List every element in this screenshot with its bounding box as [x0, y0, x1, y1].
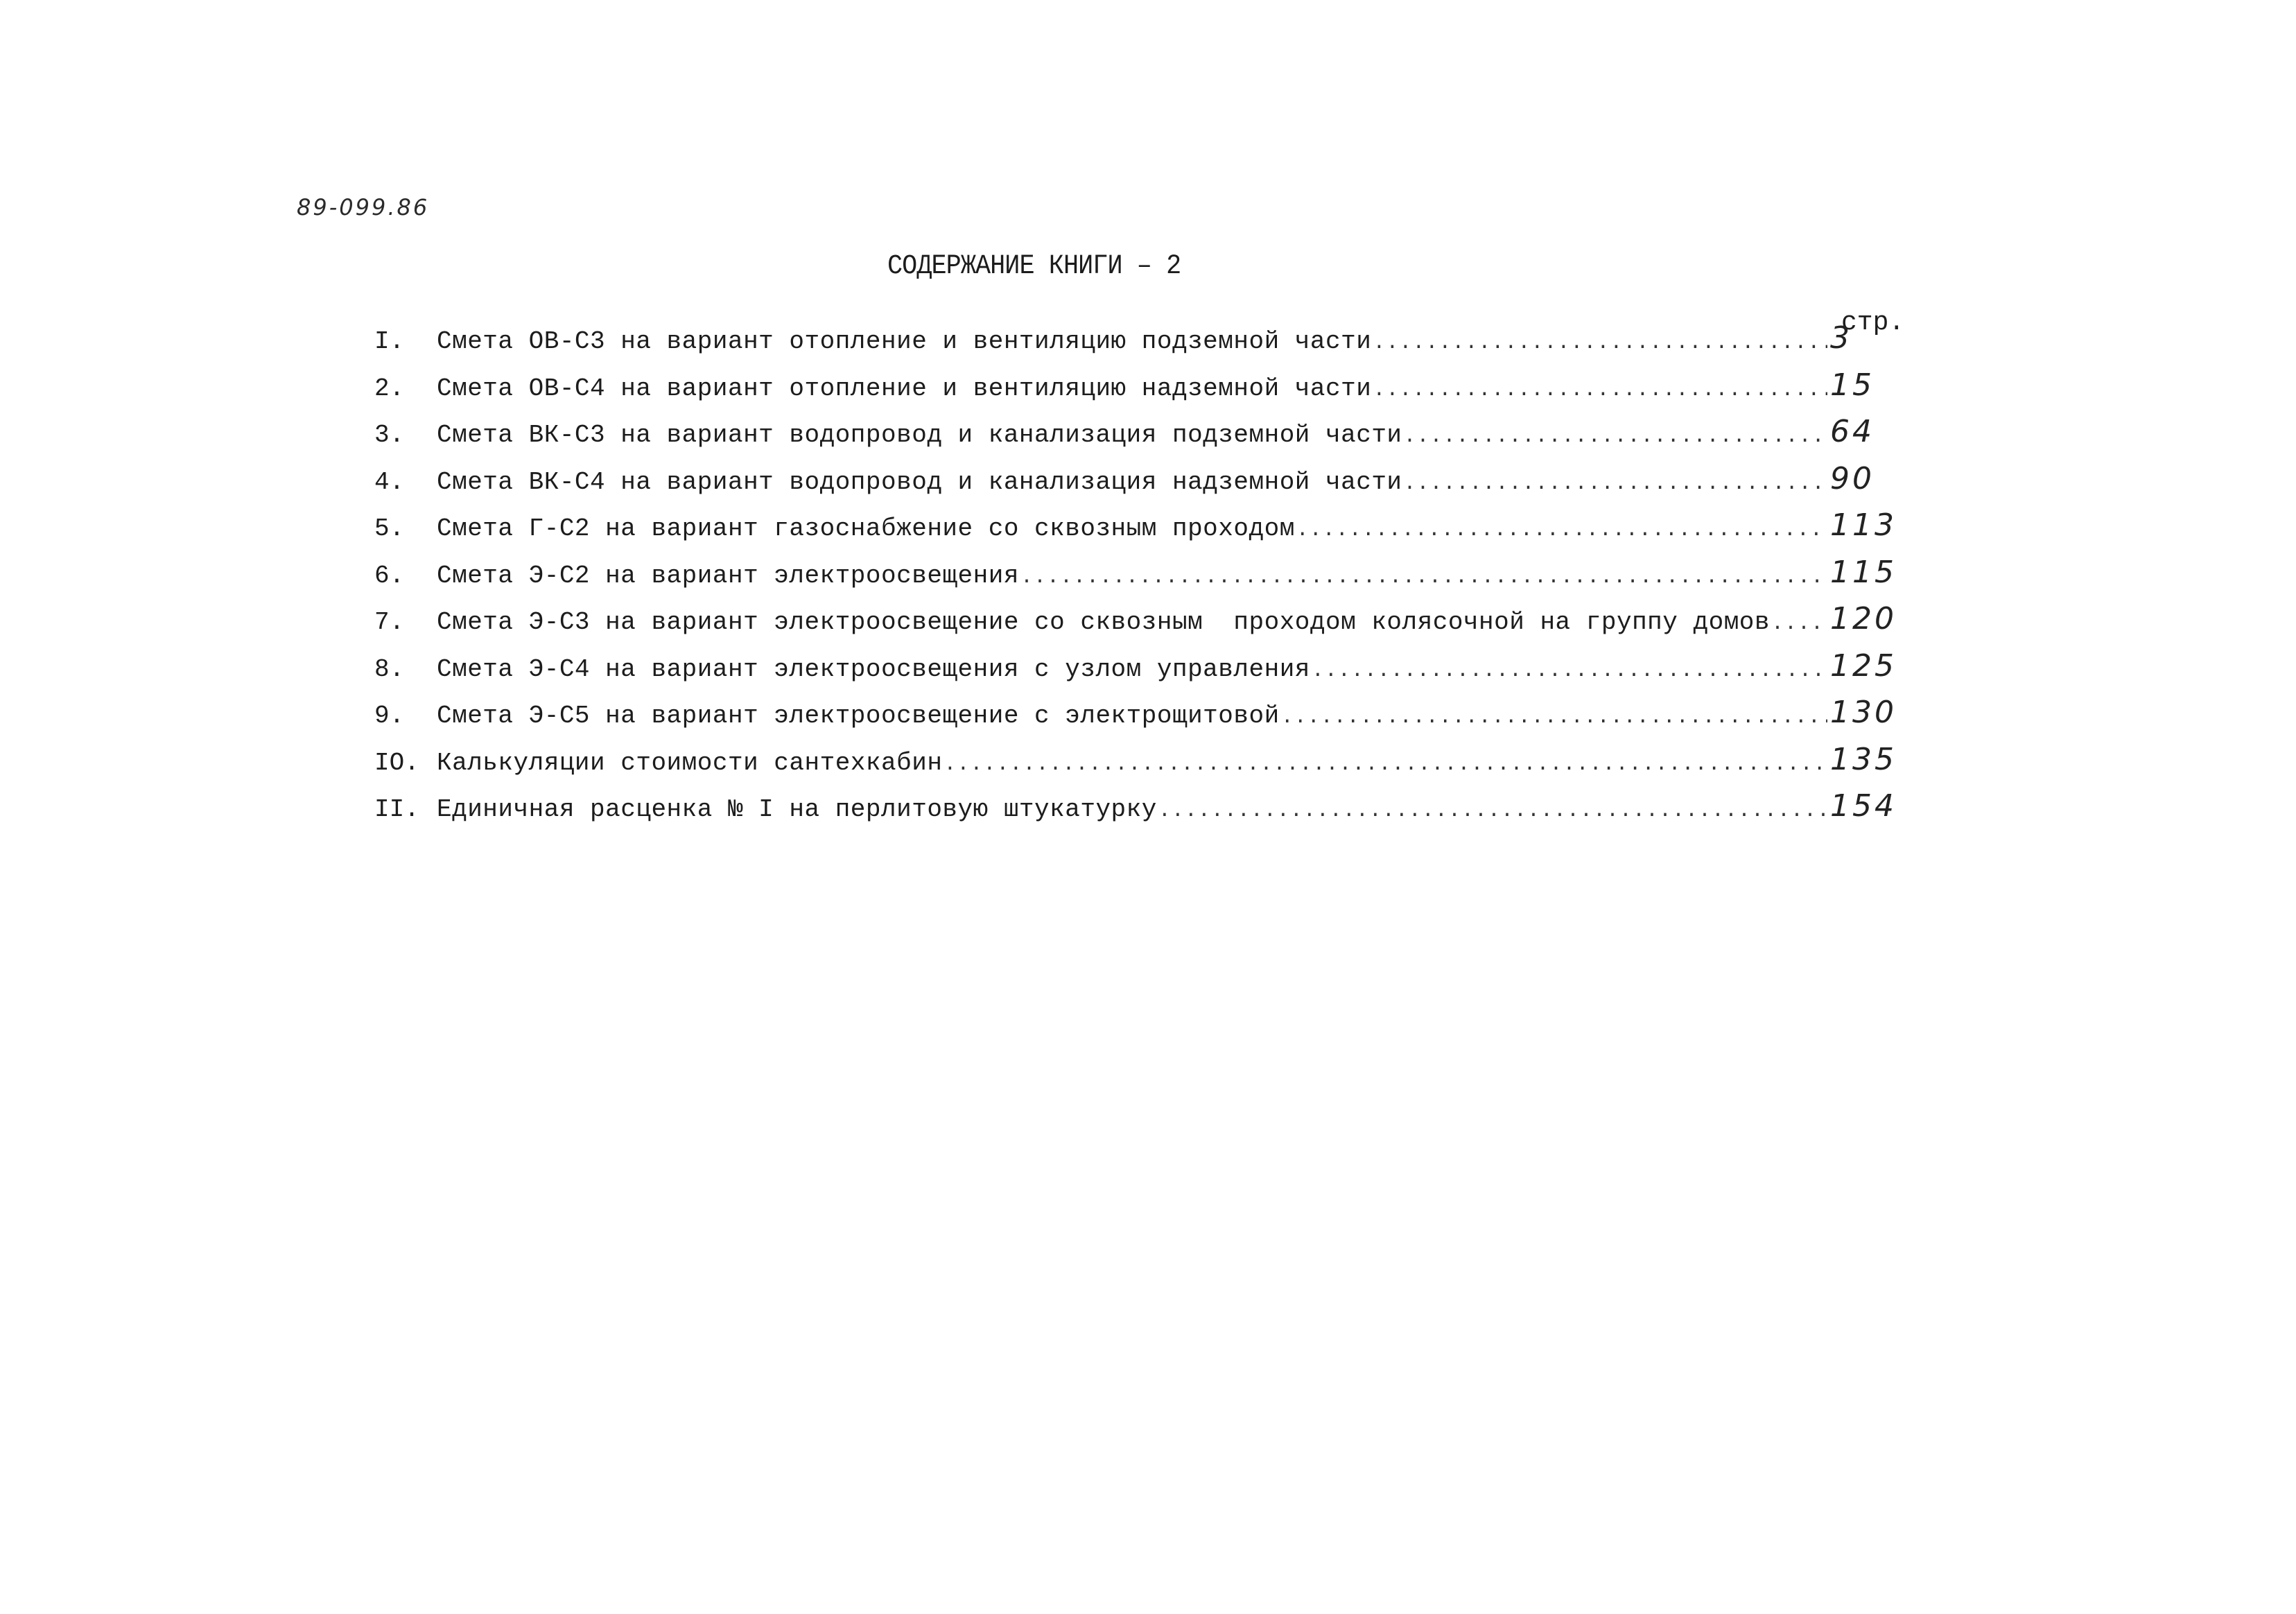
- toc-entry-number: 4.: [374, 467, 405, 496]
- dot-leader: [1281, 706, 1827, 729]
- toc-entry-title: Смета ОВ-С3 на вариант отопление и вентиляцию подземной части: [437, 327, 1372, 356]
- toc-entry-page: 15: [1830, 367, 1875, 403]
- toc-entry-page: 90: [1830, 460, 1875, 496]
- dot-leader: [1771, 612, 1827, 636]
- toc-entry-page: 64: [1830, 414, 1875, 449]
- toc-entry-number: IO.: [374, 748, 419, 777]
- dot-leader: [1020, 566, 1827, 589]
- page-column-header: стр.: [1841, 308, 1905, 338]
- toc-entry-title: Смета Э-С4 на вариант электроосвещения с узлом управления: [437, 654, 1310, 684]
- dot-leader: [943, 753, 1827, 776]
- dot-leader: [1404, 425, 1827, 449]
- toc-entry-title: Единичная расценка № I на перлитовую штукатурку: [437, 795, 1157, 824]
- toc-entry-title: Смета Г-С2 на вариант газоснабжение со сквозным проходом: [437, 514, 1295, 543]
- toc-entry-title: Смета ОВ-С4 на вариант отопление и вентиляцию надземной части: [437, 374, 1372, 403]
- toc-entry: [374, 461, 1886, 508]
- toc-entry: [374, 788, 1897, 835]
- toc-entry: [374, 414, 1886, 461]
- toc-entry-number: 7.: [374, 608, 405, 636]
- dot-leader: [1404, 472, 1827, 496]
- toc-entry-title: Смета Э-С5 на вариант электроосвещение с электрощитовой: [437, 702, 1280, 730]
- toc-entry: [374, 320, 1886, 367]
- toc-entry-number: 2.: [374, 374, 405, 403]
- toc-entry-number: 6.: [374, 561, 405, 590]
- dot-leader: [1158, 799, 1827, 823]
- toc-entry-title: Смета Э-С2 на вариант электроосвещения: [437, 561, 1019, 590]
- toc-entry-page: 125: [1830, 648, 1897, 684]
- toc-entry-title: Калькуляции стоимости сантехкабин: [437, 748, 943, 777]
- toc-entry: [374, 695, 1897, 742]
- dot-leader: [1373, 331, 1827, 355]
- toc-entry: [374, 507, 1897, 555]
- dot-leader: [1296, 519, 1827, 542]
- toc-entry-page: 113: [1830, 507, 1897, 543]
- toc-entry-page: 3: [1830, 320, 1852, 356]
- document-code: 89-099.86: [297, 194, 430, 220]
- toc-entry-title: Смета Э-С3 на вариант электроосвещение со сквозным проходом колясочной на группу домов: [437, 608, 1771, 636]
- toc-entry-number: 9.: [374, 702, 405, 730]
- toc-entry-number: 8.: [374, 654, 405, 684]
- toc-entry: [374, 648, 1897, 695]
- toc-entry-page: 154: [1830, 788, 1897, 824]
- toc-entry-page: 120: [1830, 601, 1897, 636]
- toc-entry: [374, 601, 1897, 648]
- toc-entry: [374, 741, 1897, 789]
- dot-leader: [1312, 659, 1827, 683]
- page-title: СОДЕРЖАНИЕ КНИГИ – 2: [887, 251, 1181, 282]
- dot-leader: [1373, 379, 1827, 402]
- toc-entry-number: II.: [374, 795, 419, 824]
- toc-entry-number: I.: [374, 327, 405, 356]
- toc-entry-page: 130: [1830, 695, 1897, 730]
- toc-entry-title: Смета ВК-С3 на вариант водопровод и канализация подземной части: [437, 421, 1402, 449]
- toc-entry-number: 5.: [374, 514, 405, 543]
- toc-entry-title: Смета ВК-С4 на вариант водопровод и канализация надземной части: [437, 467, 1402, 496]
- toc-entry: [374, 367, 1886, 415]
- toc-entry-page: 115: [1830, 554, 1897, 590]
- toc-entry-number: 3.: [374, 421, 405, 449]
- toc-entry: [374, 554, 1897, 602]
- toc-entry-page: 135: [1830, 741, 1897, 777]
